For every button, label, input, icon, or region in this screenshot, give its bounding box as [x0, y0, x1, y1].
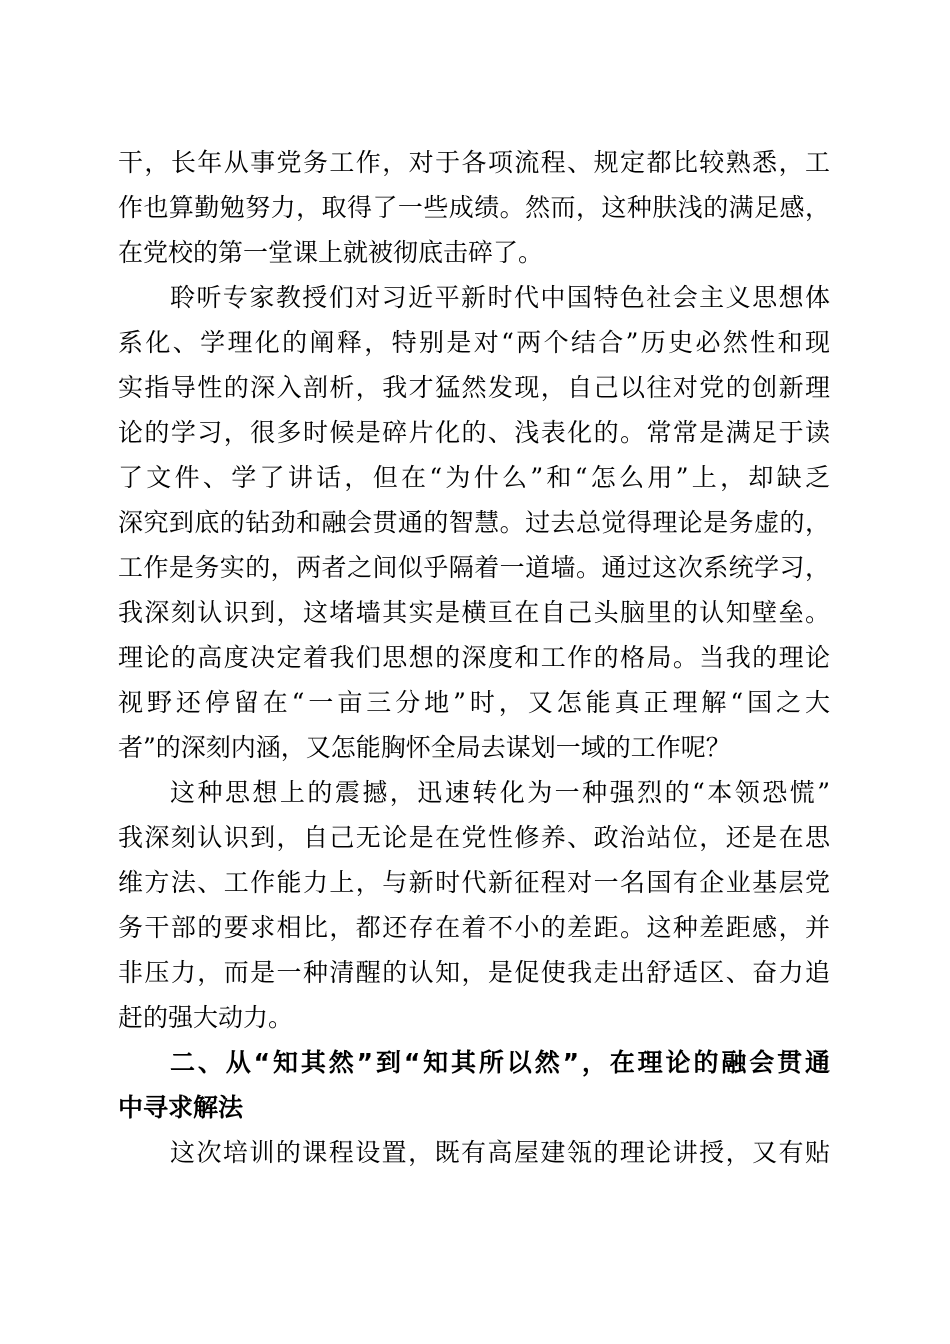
text-line: 我深刻认识到，这堵墙其实是横亘在自己头脑里的认知壁垒。 [118, 598, 830, 627]
text-line: 论的学习，很多时候是碎片化的、浅表化的。常常是满足于读 [118, 418, 830, 447]
text-line: 在党校的第一堂课上就被彻底击碎了。 [118, 238, 544, 267]
text-line: 这次培训的课程设置，既有高屋建瓴的理论讲授，又有贴 [170, 1138, 830, 1167]
text-line: 赶的强大动力。 [118, 1003, 294, 1032]
text-line: 干，长年从事党务工作，对于各项流程、规定都比较熟悉，工 [118, 148, 830, 177]
heading-line: 中寻求解法 [118, 1093, 244, 1122]
text-line: 聆听专家教授们对习近平新时代中国特色社会主义思想体 [170, 283, 830, 312]
text-line: 我深刻认识到，自己无论是在党性修养、政治站位，还是在思 [118, 823, 830, 852]
paragraph-2 [118, 275, 830, 770]
paragraph-4 [118, 1130, 830, 1175]
text-line: 了文件、学了讲话，但在“为什么”和“怎么用”上，却缺乏 [118, 463, 830, 492]
text-line: 工作是务实的，两者之间似乎隔着一道墙。通过这次系统学习， [118, 553, 830, 582]
text-line: 维方法、工作能力上，与新时代新征程对一名国有企业基层党 [118, 868, 830, 897]
section-heading [118, 1040, 830, 1130]
text-line: 系化、学理化的阐释，特别是对“两个结合”历史必然性和现 [118, 328, 830, 357]
text-line: 非压力，而是一种清醒的认知，是促使我走出舒适区、奋力追 [118, 958, 830, 987]
text-line: 理论的高度决定着我们思想的深度和工作的格局。当我的理论 [118, 643, 830, 672]
text-line: 作也算勤勉努力，取得了一些成绩。然而，这种肤浅的满足感， [118, 193, 830, 222]
paragraph-1 [118, 140, 830, 275]
text-line: 务干部的要求相比，都还存在着不小的差距。这种差距感，并 [118, 913, 830, 942]
text-line: 深究到底的钻劲和融会贯通的智慧。过去总觉得理论是务虚的， [118, 508, 830, 537]
document-page [118, 140, 830, 1175]
text-line: 实指导性的深入剖析，我才猛然发现，自己以往对党的创新理 [118, 373, 830, 402]
text-line: 者”的深刻内涵，又怎能胸怀全局去谋划一域的工作呢？ [118, 733, 731, 762]
text-line: 视野还停留在“一亩三分地”时，又怎能真正理解“国之大 [118, 688, 830, 717]
paragraph-3 [118, 770, 830, 1040]
text-line: 这种思想上的震撼，迅速转化为一种强烈的“本领恐慌” [170, 778, 830, 807]
heading-line: 二、从“知其然”到“知其所以然”，在理论的融会贯通 [170, 1048, 830, 1077]
